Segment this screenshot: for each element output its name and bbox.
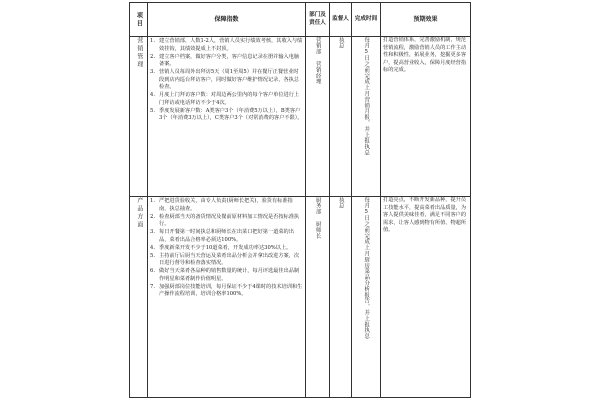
- effect-cell: 打造营销体系，完善激励机制，规范营销流程，激励营销人员的工作主动性和积极性，拓展业务，挖掘更多客户，提高营业收入，保障月度经营指标的完成。: [381, 37, 471, 197]
- table-row-product: [130, 197, 471, 398]
- measure-item: 做好当天菜肴各品种的销售数量的统计，每月评选最佳出品制作明星和菜肴制作价值明星。: [159, 268, 300, 282]
- measure-item: 季度新菜开发不少于10道菜肴，开发成功率达30%以上。: [159, 244, 292, 251]
- measure-item: 加强厨部岗位技能培训，每月保证不少于4课时的技术培训和生产操作流程培训，培训合格率100%。: [159, 283, 303, 298]
- table-header-row: [130, 3, 471, 37]
- measure-item: 季度发展新客户数：A类客户3个（年消费5万以上），B类客户3个（年消费3万以上），C类客户3个（对常消费的客户不限）。: [159, 107, 303, 122]
- header-item: 项目: [130, 3, 148, 37]
- dept-cell: 厨务部 厨师长: [306, 197, 330, 398]
- measure-item: 检查厨部当天的备货情况及餐前原材料加工情况是否按标准执行。: [159, 213, 300, 228]
- measure-item: 建立客户档案，做好客户分类，客户信息记录在册并输入电脑备案。: [159, 53, 300, 68]
- measures-cell: [148, 197, 306, 398]
- measure-item: 严把进货验收关，由专人负责(厨师长把关)，验货有标准指南，执总抽查。: [159, 198, 293, 212]
- measure-item: 月度上门拜访客户数：对周边两公里内的每个客户单位进行上门拜访或电话拜访不少于4次。: [159, 92, 300, 106]
- header-deadline: 完成时间: [352, 3, 381, 37]
- deadline-cell: 每月5日之前完成上月营销月报，并上报执总: [352, 37, 381, 197]
- measure-item: 建立营销部，人数1-2人，营销人员实行绩效考核，其收入与绩效挂钩，其绩效提成上不封顶。: [159, 38, 303, 52]
- deadline-cell: 每月5日之前完成上月厨房菜品分析报告，并上报执总: [352, 197, 381, 398]
- header-dept: 部门及责任人: [306, 3, 330, 37]
- category-cell: 产品方面: [130, 197, 148, 398]
- supervisor-cell: 执总: [330, 37, 352, 197]
- dept-cell: 营销部 营销经理: [306, 37, 330, 197]
- work-plan-table: [129, 2, 471, 398]
- header-supervisor: 监督人: [330, 3, 352, 37]
- supervisor-cell: 执总: [330, 197, 352, 398]
- header-effect: 预期效果: [381, 3, 471, 37]
- measures-cell: [148, 37, 306, 197]
- measure-item: 每日开餐第一时间执总和厨师长在出菜口把好第一道菜的出品，菜肴出品合格率必须达100%。: [159, 229, 294, 243]
- category-cell: 营销管理: [130, 37, 148, 197]
- header-measures: 保障指数: [148, 3, 306, 37]
- effect-cell: 打造亮点，不断开发新品种，提升员工技能水平，提高菜肴出品质量，为客人提供美味佳肴，满足不同客户的需求，让客人感到物有所值、物超所值。: [381, 197, 471, 398]
- measure-item: 营销人员每周外出拜访5天（周1至周5）并在餐厅正餐营业时段到店内巡台拜访客户，同时做好客户维护情况记录，各执总检查。: [159, 69, 300, 91]
- table-row-marketing: [130, 37, 471, 197]
- measure-item: 主持前厅后厨当天营运及菜肴出品分析会并拿出改进方案，次日进行督导和检查落实情况。: [159, 252, 300, 267]
